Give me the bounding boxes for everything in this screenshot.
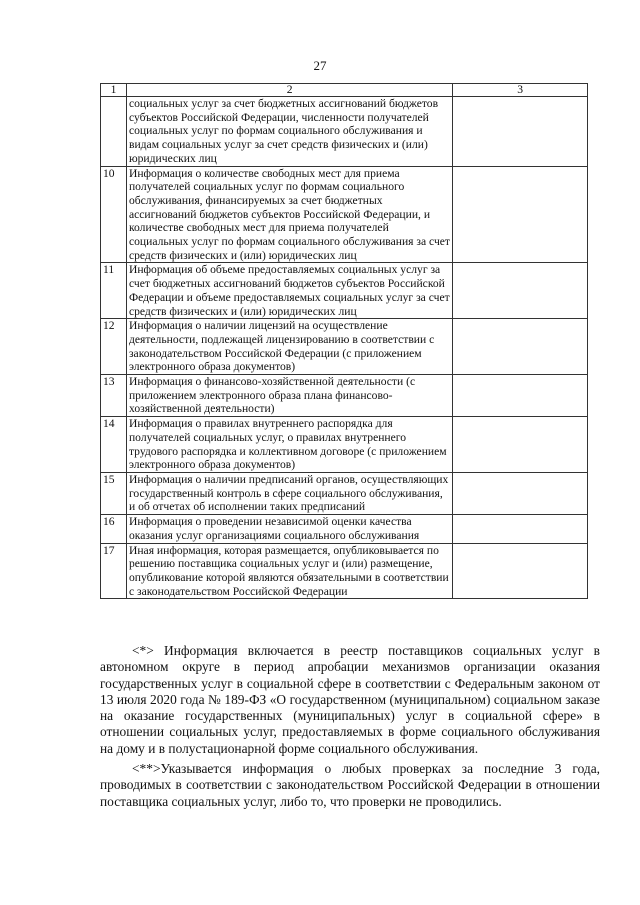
table-row bbox=[101, 97, 588, 167]
row-number: 11 bbox=[101, 263, 127, 319]
column-header-value: 3 bbox=[453, 84, 588, 97]
row-value bbox=[453, 97, 588, 167]
row-value bbox=[453, 263, 588, 319]
table-row bbox=[101, 166, 588, 263]
row-number: 12 bbox=[101, 319, 127, 375]
table-row bbox=[101, 319, 588, 375]
row-text: Информация об объеме предоставляемых социальных услуг за счет бюджетных ассигнований бюджетов субъектов Российской Федерации и объеме предоставляемых социальных услуг за счет средств физических и (или) юридических лиц bbox=[126, 263, 452, 319]
row-value bbox=[453, 319, 588, 375]
row-number: 13 bbox=[101, 375, 127, 417]
table-header-row bbox=[101, 84, 588, 97]
row-value bbox=[453, 417, 588, 473]
row-text: Иная информация, которая размещается, опубликовывается по решению поставщика социальных услуг и (или) размещение, опубликование которой являются обязательными в соответствии с законодательством Российской Федерации bbox=[126, 543, 452, 599]
row-number: 15 bbox=[101, 472, 127, 514]
row-number: 16 bbox=[101, 515, 127, 543]
page-number: 27 bbox=[313, 58, 327, 73]
row-text: Информация о финансово-хозяйственной деятельности (с приложением электронного образа плана финансово-хозяйственной деятельности) bbox=[126, 375, 452, 417]
column-header-information: 2 bbox=[126, 84, 452, 97]
row-text: Информация о наличии лицензий на осуществление деятельности, подлежащей лицензированию в соответствии с законодательством Российской Федерации (с приложением электронного образа документов) bbox=[126, 319, 452, 375]
table-row bbox=[101, 263, 588, 319]
row-value bbox=[453, 515, 588, 543]
footnote-single-asterisk: <*> Информация включается в реестр поставщиков социальных услуг в автономном округе в период апробации механизмов организации оказания государственных услуг в социальной сфере в соответствии с Федеральным законом от 13 июля 2020 года № 189-ФЗ «О государственном (муниципальном) социальном заказе на оказание государственных (муниципальных) услуг в социальной сфере» в отношении социальных услуг, предоставляемых в форме социального обслуживания на дому и в полустационарной форме социального обслуживания. bbox=[100, 643, 600, 756]
row-text: социальных услуг за счет бюджетных ассигнований бюджетов субъектов Российской Федерации, численности получателей социальных услуг по формам социального обслуживания и видам социальных услуг за счет средств физических и (или) юридических лиц bbox=[126, 97, 452, 167]
row-number bbox=[101, 97, 127, 167]
row-number: 17 bbox=[101, 543, 127, 599]
row-value bbox=[453, 472, 588, 514]
row-value bbox=[453, 375, 588, 417]
row-text: Информация о проведении независимой оценки качества оказания услуг организациями социального обслуживания bbox=[126, 515, 452, 543]
table-row bbox=[101, 515, 588, 543]
row-number: 10 bbox=[101, 166, 127, 263]
row-value bbox=[453, 543, 588, 599]
row-text: Информация о наличии предписаний органов, осуществляющих государственный контроль в сфере социального обслуживания, и об отчетах об исполнении таких предписаний bbox=[126, 472, 452, 514]
registry-info-table bbox=[100, 83, 588, 599]
column-header-number: 1 bbox=[101, 84, 127, 97]
table-row bbox=[101, 417, 588, 473]
row-value bbox=[453, 166, 588, 263]
table-row bbox=[101, 543, 588, 599]
table-row bbox=[101, 472, 588, 514]
row-number: 14 bbox=[101, 417, 127, 473]
footnote-double-asterisk: <**>Указывается информация о любых проверках за последние 3 года, проводимых в соответствии с законодательством Российской Федерации в отношении поставщика социальных услуг, либо то, что проверки не проводились. bbox=[100, 761, 600, 809]
table-row bbox=[101, 375, 588, 417]
row-text: Информация о правилах внутреннего распорядка для получателей социальных услуг, о правилах внутреннего трудового распорядка и коллективном договоре (с приложением электронного образа документов) bbox=[126, 417, 452, 473]
footnotes bbox=[100, 643, 600, 814]
row-text: Информация о количестве свободных мест для приема получателей социальных услуг по формам социального обслуживания, финансируемых за счет бюджетных ассигнований бюджетов субъектов Российской Федерации, и количестве свободных мест для приема получателей социальных услуг по формам социального обслуживания за счет средств физических и (или) юридических лиц bbox=[126, 166, 452, 263]
